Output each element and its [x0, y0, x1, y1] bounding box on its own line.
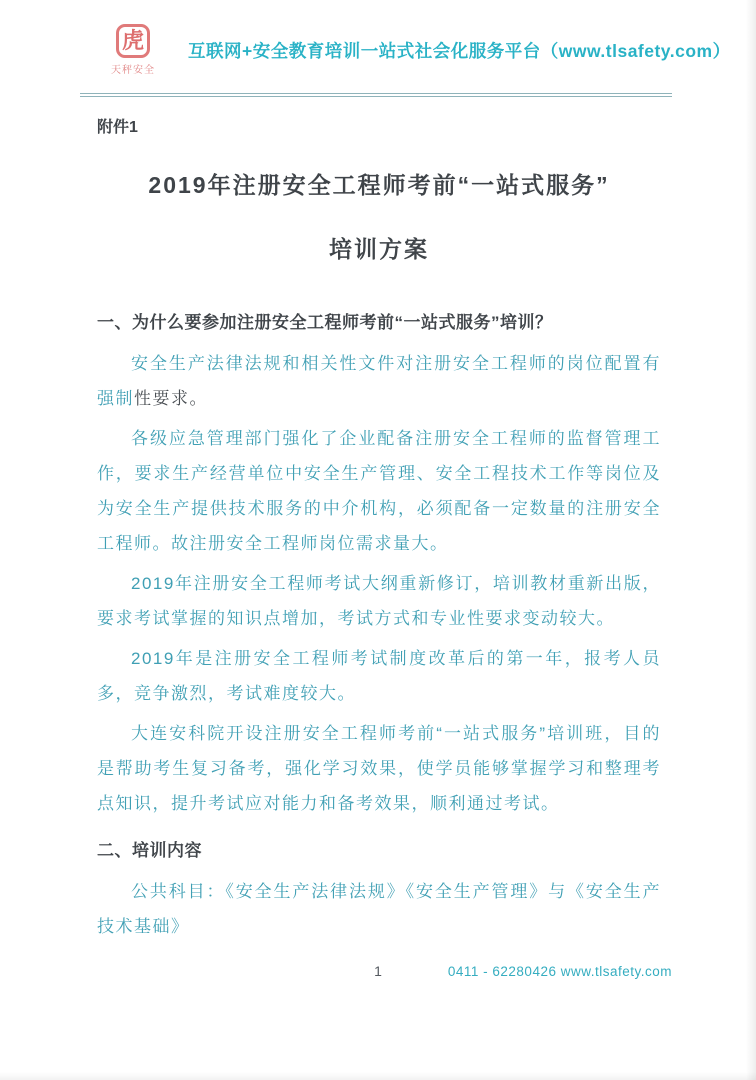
- document-content: [97, 114, 661, 949]
- page-number: 1: [374, 963, 382, 979]
- logo-caption: 天秤安全: [111, 65, 155, 76]
- page-footer: [0, 963, 756, 987]
- paragraph-legal-requirement-rest: 性要求。: [134, 389, 208, 408]
- paragraph-exam-outline: 2019年注册安全工程师考试大纲重新修订，培训教材重新出版，要求考试掌握的知识点增加，考试方式和专业性要求变动较大。: [97, 574, 661, 628]
- document-title: [97, 153, 661, 281]
- paragraph-public-subjects: 公共科目：《安全生产法律法规》《安全生产管理》与《安全生产技术基础》: [97, 882, 661, 936]
- platform-title: 互联网+安全教育培训一站式社会化服务平台（www.tlsafety.com）: [188, 40, 731, 61]
- document-title-line2: 培训方案: [329, 236, 429, 262]
- attachment-label: 附件1: [97, 119, 138, 136]
- paragraph-regulation: 各级应急管理部门强化了企业配备注册安全工程师的监督管理工作，要求生产经营单位中安全生产管理、安全工程技术工作等岗位及为安全生产提供技术服务的中介机构，必须配备一定数量的注册安全工程师。故注册安全工程师岗位需求量大。: [97, 429, 661, 553]
- section-1-heading: 一、为什么要参加注册安全工程师考前“一站式服务”培训？: [97, 313, 553, 332]
- header-divider: [80, 93, 672, 97]
- footer-contact: 0411 - 62280426 www.tlsafety.com: [447, 964, 672, 979]
- section-2-heading: 二、培训内容: [97, 841, 202, 860]
- paragraph-exam-reform: 2019年是注册安全工程师考试制度改革后的第一年，报考人员多，竞争激烈，考试难度较大。: [97, 649, 661, 703]
- document-title-line1: 2019年注册安全工程师考前“一站式服务”: [148, 172, 610, 198]
- logo-glyph: 虎: [121, 29, 144, 54]
- paragraph-legal-requirement-highlight: 安全生产法律法规和相关性文件对注册安全工程师的岗位配置有强制: [97, 354, 661, 408]
- logo-seal-icon: [116, 24, 150, 58]
- paragraph-training-purpose: 大连安科院开设注册安全工程师考前“一站式服务”培训班，目的是帮助考生复习备考，强化学习效果，使学员能够掌握学习和整理考点知识，提升考试应对能力和备考效果，顺利通过考试。: [97, 724, 661, 813]
- paragraph-legal-requirement: [97, 346, 661, 416]
- company-logo: [102, 24, 164, 76]
- page-header: [80, 24, 731, 86]
